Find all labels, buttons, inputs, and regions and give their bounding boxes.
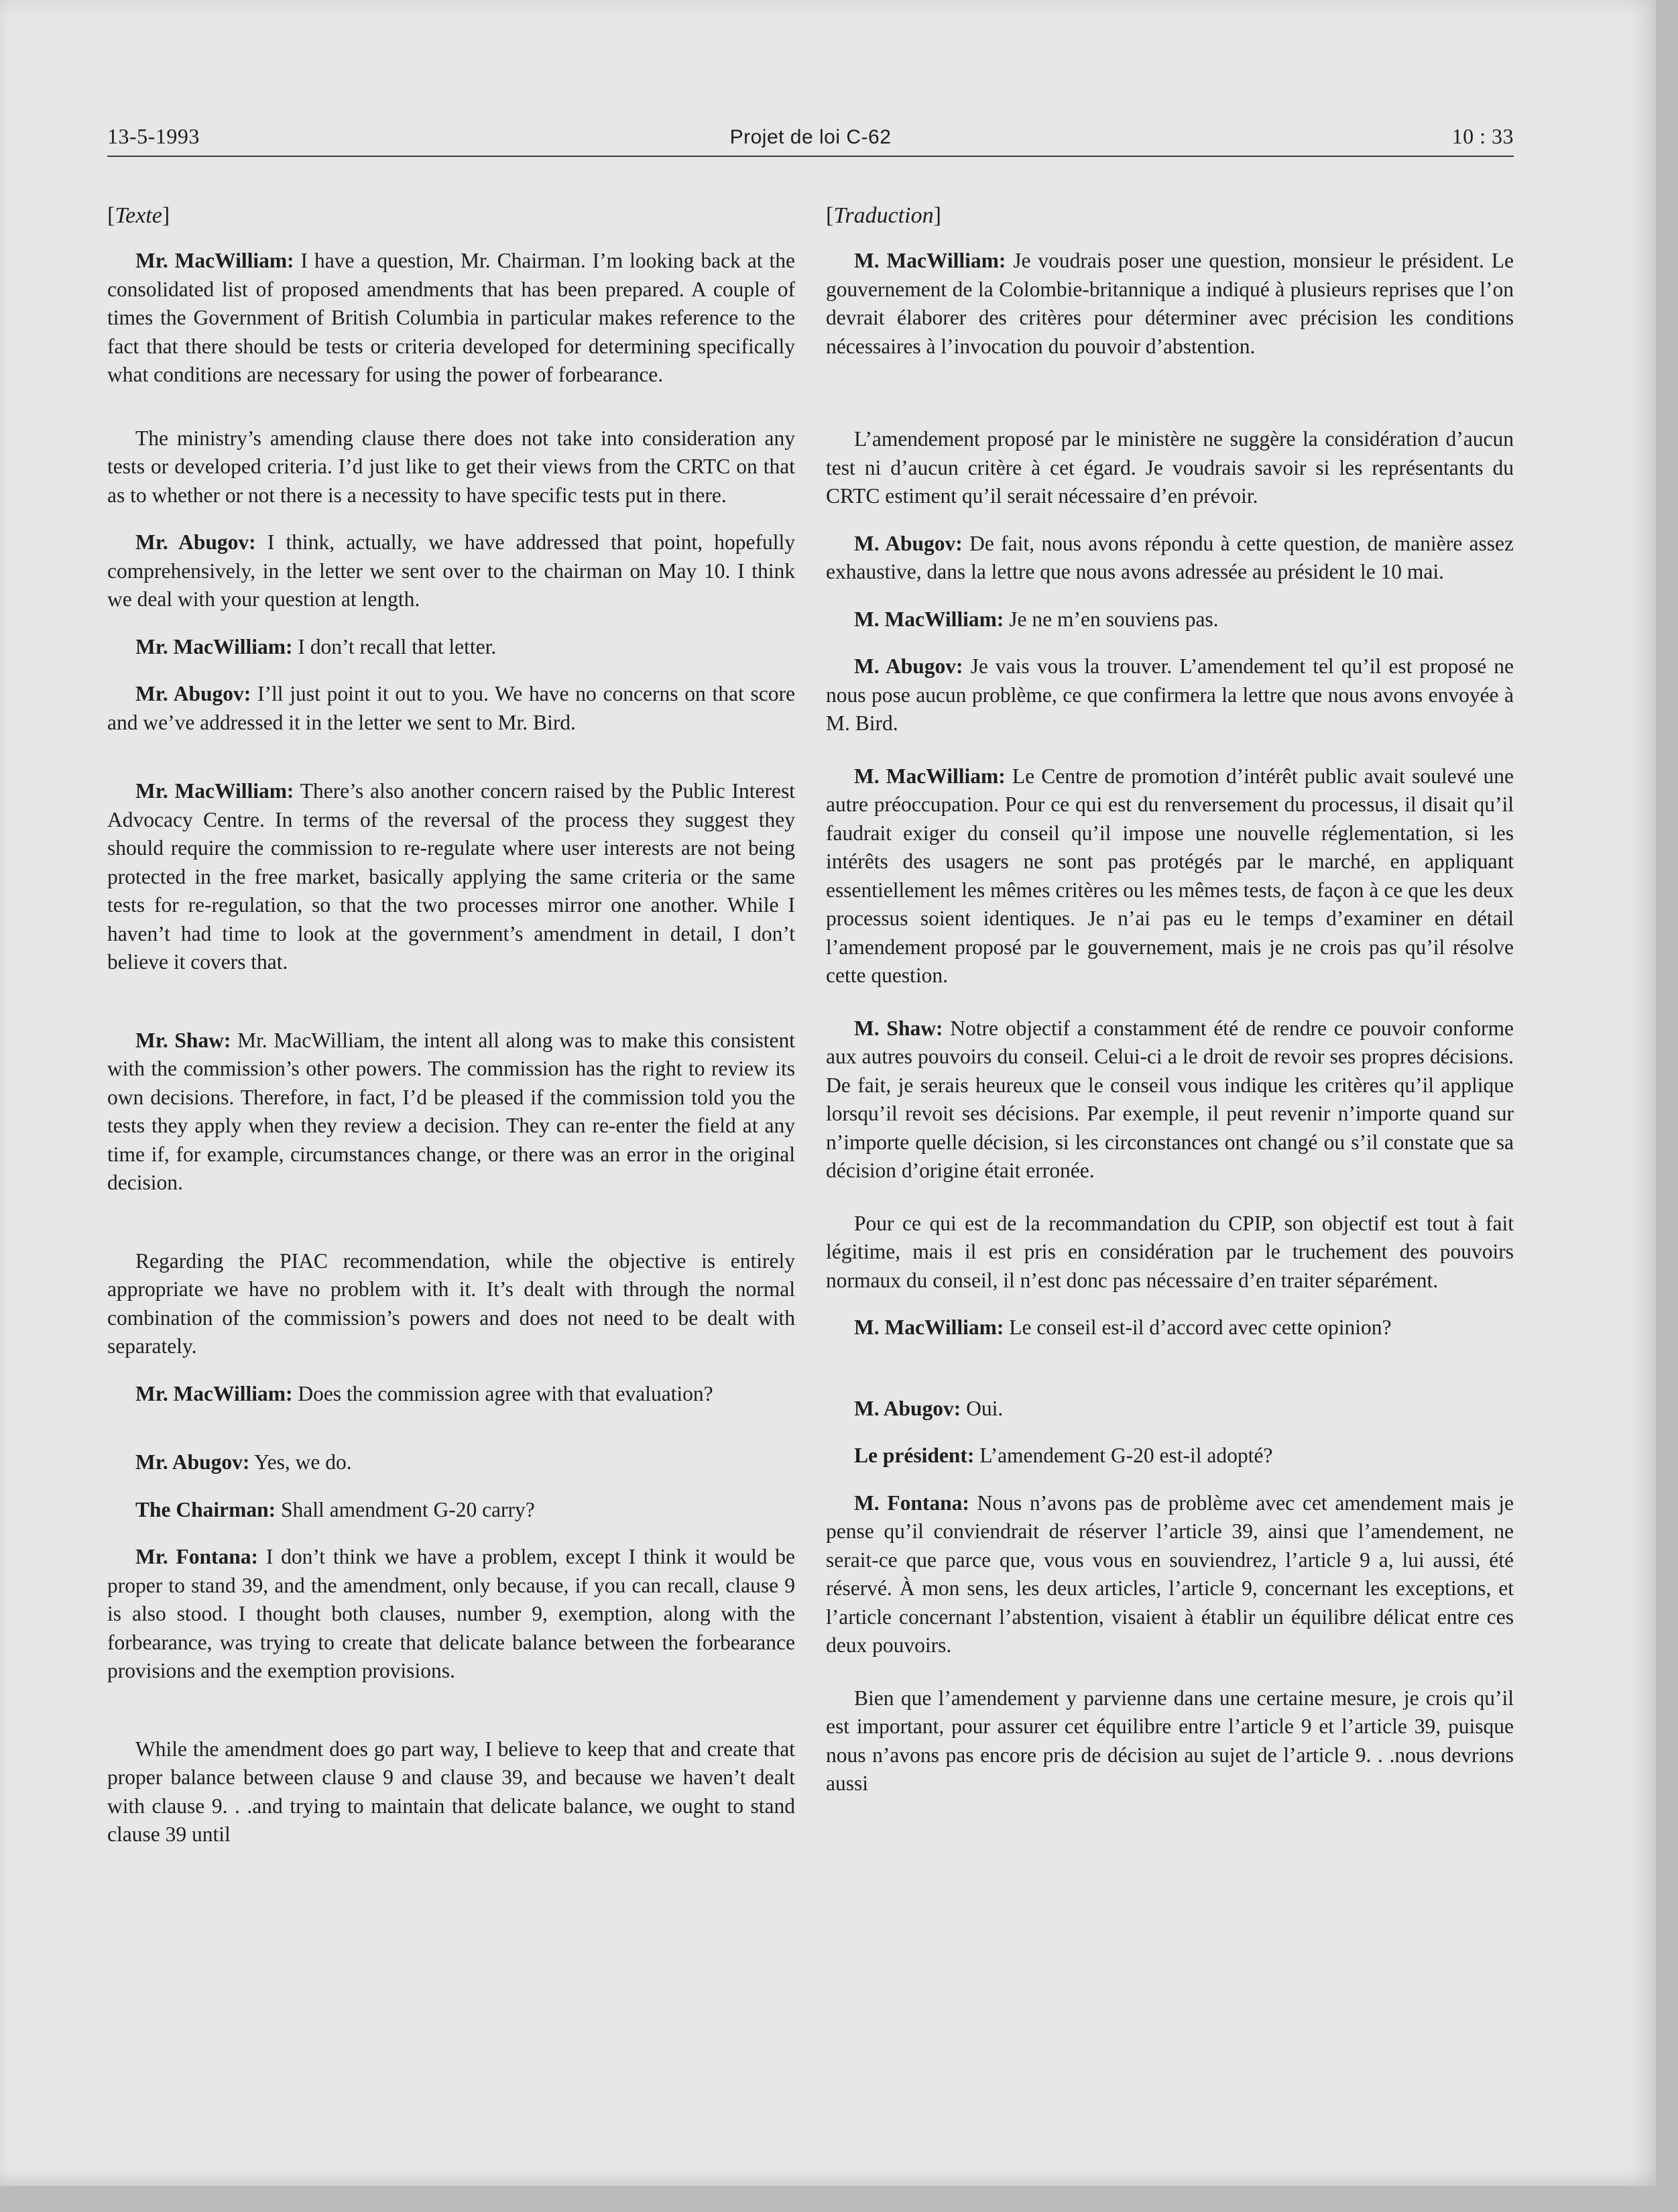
speaker-name: M. Abugov: <box>854 531 963 555</box>
speaker-name: M. Shaw: <box>854 1016 943 1040</box>
column-tag: [Traduction] <box>826 203 941 228</box>
paragraph-text: Mr. MacWilliam, the intent all along was to make this consistent with the commission’s other powers. The commission has the right to review its own decisions. Therefore, in fact, I’d be pleased if the commission told you the tests they apply when they review a decision. They can re-enter the field at any time if, for example, circumstances change, or there was an error in the original decision. <box>107 1028 796 1194</box>
speaker-name: Mr. Abugov: <box>135 530 256 554</box>
paragraph-text: Le Centre de promotion d’intérêt public avait soulevé une autre préoccupation. Pour ce qui est du renversement du processus, il disait qu’il faudrait exiger du conseil qu’il impose une nouvelle réglementation, si les intérêts des usagers ne sont pas protégés par le marché, en appliquant essentiellement les mêmes critères ou les mêmes tests, de façon à ce que les deux processus soient identiques. Je n’ai pas eu le temps d’examiner en détail l’amendement proposé par le gouvernement, mais je ne crois pas qu’il résolve cette question. <box>826 764 1514 987</box>
speaker-name: Mr. MacWilliam: <box>135 634 293 658</box>
speaker-name: M. MacWilliam: <box>854 249 1006 272</box>
paragraph-text: The ministry’s amending clause there does not take into consideration any tests or developed criteria. I’d just like to get their views from the CRTC on that as to whether or not there is a necessity to have specific tests put in there. <box>107 426 795 507</box>
speaker-name: Mr. Shaw: <box>135 1028 231 1052</box>
speaker-name: Mr. MacWilliam: <box>135 779 294 803</box>
speaker-name: The Chairman: <box>135 1497 276 1521</box>
speaker-name: Mr. Abugov: <box>135 682 251 705</box>
paragraph <box>107 1543 795 1686</box>
paragraph <box>107 1380 795 1409</box>
paragraph-text: De fait, nous avons répondu à cette question, de manière assez exhaustive, dans la lettre que nous avons adressée au président le 10 mai. <box>826 531 1514 583</box>
paragraph <box>826 1442 1514 1470</box>
header-page-number: 10 : 33 <box>1451 124 1514 148</box>
paragraph-text: L’amendement proposé par le ministère ne suggère la considération d’aucun test ni d’aucun critère à cet égard. Je voudrais savoir si les représentants du CRTC estiment qu’il serait nécessaire d’en prévoir. <box>826 427 1514 508</box>
paragraph-text: I don’t recall that letter. <box>298 634 497 658</box>
paragraph-text: Je ne m’en souviens pas. <box>1009 607 1219 631</box>
paragraph <box>107 1496 795 1525</box>
paragraph-text: L’amendement G-20 est-il adopté? <box>979 1444 1273 1467</box>
paragraph <box>107 777 795 977</box>
paragraph <box>826 530 1514 587</box>
paragraph-text: Nous n’avons pas de problème avec cet amendement mais je pense qu’il conviendrait de réserver l’article 39, ainsi que l’amendement, ne serait-ce que parce que, vous vous en souviendrez, l’article 9 a, lui aussi, été réservé. À mon sens, les deux articles, l’article 9, concernant les exceptions, et l’article concernant l’abstention, visaient à établir un équilibre délicat entre ces deux pouvoirs. <box>826 1491 1514 1657</box>
paragraph <box>826 425 1514 511</box>
speaker-name: M. MacWilliam: <box>854 607 1004 631</box>
paragraph <box>826 1014 1514 1185</box>
paragraph-text: Pour ce qui est de la recommandation du CPIP, son objectif est tout à fait légitime, mais il est pris en considération par le truchement des pouvoirs normaux du conseil, il n’est donc pas nécessaire d’en traiter séparément. <box>826 1211 1514 1292</box>
paragraph-text: Shall amendment G-20 carry? <box>281 1497 535 1521</box>
speaker-name: Mr. MacWilliam: <box>135 249 294 272</box>
header-title: Projet de loi C-62 <box>729 126 892 148</box>
header-rule <box>107 156 1514 157</box>
paragraph <box>107 528 795 614</box>
paragraph-text: Regarding the PIAC recommendation, while the objective is entirely appropriate we have no problem with it. It’s dealt with through the normal combination of the commission’s powers and does not need to be dealt with separately. <box>107 1248 795 1358</box>
header-date: 13-5-1993 <box>107 124 200 148</box>
paragraph-text: Je voudrais poser une question, monsieur le président. Le gouvernement de la Colombie-britannique a indiqué à plusieurs reprises que l’on devrait élaborer des critères pour déterminer avec précision les conditions nécessaires à l’invocation du pouvoir d’abstention. <box>826 249 1514 358</box>
paragraph-text: Le conseil est-il d’accord avec cette opinion? <box>1009 1316 1392 1339</box>
paragraph-text: There’s also another concern raised by the Public Interest Advocacy Centre. In terms of the reversal of the process they suggest they should require the commission to re-regulate where user interests are not being protected in the free market, basically applying the same criteria or the same tests for re-regulation, so that the two processes mirror one another. While I haven’t had time to look at the government’s amendment in detail, I don’t believe it covers that. <box>107 779 795 974</box>
paragraph-text: Oui. <box>966 1396 1004 1420</box>
speaker-name: Le président: <box>854 1444 975 1467</box>
speaker-name: M. Fontana: <box>854 1491 969 1515</box>
paragraph <box>826 762 1514 990</box>
paragraph <box>107 1448 795 1477</box>
paragraph <box>826 1489 1514 1660</box>
paragraph <box>107 633 795 662</box>
paragraph-text: I don’t think we have a problem, except I think it would be proper to stand 39, and the amendment, only because, if you can recall, clause 9 is also stood. I thought both clauses, number 9, exemption, along with the forbearance, was trying to create that delicate balance between the forbearance provisions and the exemption provisions. <box>107 1545 795 1682</box>
paragraph <box>107 680 795 737</box>
speaker-name: Mr. MacWilliam: <box>135 1381 293 1405</box>
paragraph-text: I have a question, Mr. Chairman. I’m looking back at the consolidated list of proposed amendments that has been prepared. A couple of times the Government of British Columbia in particular makes reference to the fact that there should be tests or criteria developed for determining specifically what conditions are necessary for using the power of forbearance. <box>107 249 796 386</box>
paragraph <box>107 1247 795 1361</box>
paragraph-text: Does the commission agree with that evaluation? <box>298 1381 713 1405</box>
paragraph-text: Je vais vous la trouver. L’amendement tel qu’il est proposé ne nous pose aucun problème, ce que confirmera la lettre que nous avons envoyée à M. Bird. <box>826 654 1514 735</box>
paragraph <box>826 1314 1514 1342</box>
paragraph-text: I think, actually, we have addressed that point, hopefully comprehensively, in the letter we sent over to the chairman on May 10. I think we deal with your question at length. <box>107 530 795 611</box>
paragraph <box>107 247 795 390</box>
paragraph-text: While the amendment does go part way, I believe to keep that and create that proper balance between clause 9 and clause 39, and because we haven’t dealt with clause 9. . .and trying to maintain that delicate balance, we ought to stand clause 39 until <box>107 1737 795 1846</box>
paragraph-text: I’ll just point it out to you. We have no concerns on that score and we’ve addressed it in the letter we sent to Mr. Bird. <box>107 682 795 734</box>
speaker-name: M. MacWilliam: <box>854 764 1006 788</box>
speaker-name: Mr. Fontana: <box>135 1545 259 1568</box>
speaker-name: M. MacWilliam: <box>854 1316 1004 1339</box>
paragraph <box>826 1210 1514 1295</box>
paragraph <box>826 652 1514 738</box>
paragraph <box>826 605 1514 634</box>
column-english <box>107 201 795 1985</box>
paragraph-text: Bien que l’amendement y parvienne dans une certaine mesure, je crois qu’il est important, pour assurer cet équilibre entre l’article 9 et l’article 39, puisque nous n’avons pas encore pris de décision au sujet de l’article 9. . .nous devrions aussi <box>826 1686 1514 1795</box>
speaker-name: M. Abugov: <box>854 654 963 678</box>
speaker-name: Mr. Abugov: <box>135 1450 250 1474</box>
column-tag: [Texte] <box>107 203 170 228</box>
paragraph <box>107 1027 795 1198</box>
paragraph-text: Notre objectif a constamment été de rendre ce pouvoir conforme aux autres pouvoirs du conseil. Celui-ci a le droit de revoir ses propres décisions. De fait, je serais heureux que le conseil vous indique les critères qu’il applique lorsqu’il revoit ses décisions. Par exemple, il peut revenir n’importe quand sur n’importe quelle décision, si les circonstances ont changé ou s’il constate que sa décision d’origine était erronée. <box>826 1016 1514 1182</box>
speaker-name: M. Abugov: <box>854 1396 961 1420</box>
paragraph <box>826 1684 1514 1798</box>
column-french <box>826 201 1514 1985</box>
paragraph <box>107 424 795 510</box>
paragraph <box>107 1735 795 1849</box>
paragraph-text: Yes, we do. <box>254 1450 352 1474</box>
page-header <box>107 115 1514 156</box>
paragraph <box>826 247 1514 361</box>
paragraph <box>826 1395 1514 1423</box>
